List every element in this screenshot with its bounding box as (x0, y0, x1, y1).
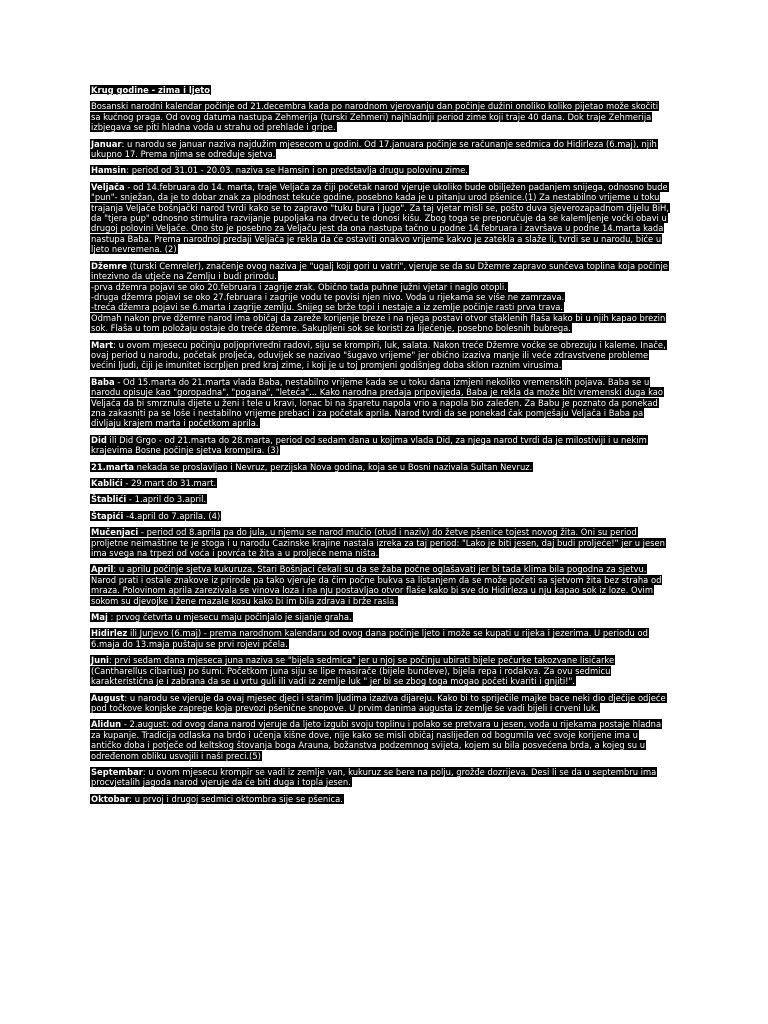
paragraph-highlight (90, 628, 649, 648)
paragraph-text: -druga džemra pojavi se oko 27.februara i zagrije vodu te povisi njen nivo. Voda u rijekama se više ne zamrzava. (91, 291, 565, 302)
paragraph-highlight (90, 719, 662, 760)
paragraph-text: : u prvoj i drugoj sedmici oktombra sije se pšenica. (129, 793, 343, 804)
paragraph-highlight (90, 478, 217, 488)
paragraph-text: -prva džemra pojavi se oko 20.februara i zagrije zrak. Obično tada puhne južni vjetar i naglo otopli. (91, 281, 507, 292)
paragraph (90, 693, 670, 714)
paragraph-term: Septembar (91, 766, 143, 777)
paragraph (90, 101, 670, 132)
paragraph-text: : prvi sedam dana mjeseca juna naziva se "bijela sedmica" jer u njoj se počinju ubirati bijele pečurke takozvane lisičarke (Cantharellus cibarius) po šumi. Početkom juna siju se lipe masirače (bijele bundeve), bijela repa i rodakva. Za ovu sedmicu karakteristična je i zabrana da se u vrtu guli ili vadi iz zemlje luk " jer bi se zbog toga mogao početi kvariti i gnjiti!". (91, 655, 615, 687)
paragraph-text: : u narodu se januar naziva najdužim mjesecom u godini. Od 17.januara počinje se računanje sedmica do Hidirleza (6.maj), njih ukupno 17. Prema njima se određuje sjetva. (91, 138, 657, 160)
document-title (90, 85, 670, 95)
paragraph-text: -treća džemra pojavi se 6.marta i zagrije zemlju. Snijeg se brže topi i nestaje a iz zemlje počinje rasti prva trava. (91, 302, 564, 313)
paragraph-text: : u ovom mjesecu počinju poljoprivredni radovi, siju se krompiri, luk, salata. Nakon treće Džemre voćke se obrezuju i kaleme. Inače, ovaj period u narodu, početak proljeća, oduvijek se nazivao "šugavo vrijeme" jer obično izaziva manje ili veće zdravstvene probleme većini ljudi, čiji je imunitet iscrpljen pred kraj zime, i koji je u toj promjeni godišnjeg doba sklon raznim virusima. (91, 339, 666, 371)
paragraph-text: : u aprilu počinje sjetva kukuruza. Stari Bošnjaci čekali su da se žaba počne oglašavati jer bi tada klima bila pogodna za sjetvu. Narod prati i ostale znakove iz prirode pa tako vjeruje da čim počne bukva sa listanjem da se može početi sa sjetvom žita bez straha od mraza. Polovinom aprila zarezivala se vinova loza i na nju postavljao otvor flaše kako bi sve do Hidirleza u nju kapao sok iz loze. Ovim sokom su djevojke i žene mazale kosu kako bi im bila zdrava i brže rasla. (91, 564, 662, 606)
paragraph-highlight (90, 794, 344, 804)
paragraph (90, 527, 670, 558)
paragraph-text: : prvog četvrta u mjesecu maju počinjalo je sijanje graha. (107, 612, 352, 623)
paragraph (90, 794, 670, 804)
paragraph-highlight (90, 655, 615, 686)
paragraph-list (90, 101, 670, 804)
paragraph-term: August (91, 692, 125, 703)
paragraph-term: Juni (91, 655, 109, 666)
paragraph-text: - 1.april do 3.april. (126, 494, 207, 505)
paragraph (90, 511, 670, 521)
paragraph-text: ili Did Grgo - od 21.marta do 28.marta, period od sedam dana u kojima vlada Did, za njega narod tvrdi da je milostiviji i u nekim krajevima Bosne počinje sjetva krompira. (3) (91, 434, 647, 456)
paragraph-term: Did (91, 434, 107, 445)
paragraph-highlight (90, 377, 664, 429)
paragraph-highlight (90, 494, 207, 504)
paragraph-highlight (90, 101, 659, 132)
paragraph-text: - Od 15.marta do 21.marta vlada Baba, nestabilno vrijeme kada se u toku dana izmjeni nekoliko vremenskih pojava. Baba se u narodu opisuje kao "goropadna", "pogana", "leteća"... Kako narodna predaja pripovijeda, Baba je rekla da može biti vremenski duga kao Veljača da bi smrznula dijete u ženi i tele u kravi, lonac bi na šparetu napola vrio a napola bio zaleđen. Za Babu je poznato da ponekad zna zakasniti pa se loše i nestabilno vrijeme prebaci i za početak aprila. Narod tvrdi da se ponekad čak pomješaju Veljača i Baba pa divljaju krajem marta i početkom aprila. (91, 376, 664, 429)
paragraph-term: Oktobar (91, 793, 130, 804)
paragraph-highlight (90, 767, 657, 787)
paragraph-text: -4.april do 7.aprila. (4) (123, 510, 221, 521)
paragraph-term: Džemre (91, 260, 128, 271)
paragraph (90, 435, 670, 456)
paragraph-term: Mučenjaci (91, 527, 139, 538)
document-body (90, 85, 670, 810)
paragraph-term: Alidun (91, 719, 122, 730)
paragraph-text: Bosanski narodni kalendar počinje od 21.decembra kada po narodnom vjerovanju dan počinje dužini onoliko koliko pijetao može skočiti sa kućnog praga. Od ovog datuma nastupa Zehmerija (turski Zehmeri) najhladniji period zime koji traje 40 dana. Dok traje Zehmerija izbjegava se piti hladna voda u strahu od prehlade i gripe. (91, 101, 659, 133)
paragraph (90, 165, 670, 175)
paragraph-term: Štapići (91, 510, 124, 521)
paragraph (90, 462, 670, 472)
paragraph-highlight (90, 182, 670, 254)
paragraph-text: - 29.mart do 31.mart. (122, 478, 217, 488)
paragraph-term: Hamsin (91, 165, 127, 176)
paragraph-highlight (90, 139, 658, 159)
paragraph-text: : u ovom mjesecu krompir se vadi iz zemlje van, kukuruz se bere na polju, grožđe dozrijeva. Desi li se da u septembru ima procvjetalih jagoda narod vjeruje da će biti duga i topla jesen. (91, 766, 657, 788)
paragraph-highlight (90, 462, 533, 472)
paragraph-text: (turski Cemreler), značenje ovog naziva je "ugalj koji gori u vatri", vjeruje se da su Džemre zapravo sunčeva toplina koja počinje intezivno da utječe na Zemlju i budi prirodu. (91, 260, 668, 282)
paragraph-text: - period od 8.aprila pa do jula, u njemu se narod mučio (otud i naziv) do žetve pšenice tojest novog žita. Oni su period proljetne neimaštine te je stoga i u narodu Cazinske krajine nastala izreka za taj period: "Lako je biti jesen, daj budi proljeće!" jer u jesen ima svega na trpezi od voća i povrća te žita a u proljeće nema ništa. (91, 527, 665, 559)
paragraph-term: Mart (91, 339, 114, 350)
paragraph-text: nekada se proslavljao i Nevruz, perzijska Nova godina, koja se u Bosni nazivala Sultan Nevruz. (134, 461, 533, 472)
paragraph-term: 21.marta (91, 461, 134, 472)
paragraph-highlight (90, 435, 648, 455)
paragraph-term: April (91, 564, 114, 575)
paragraph-text: - 2.august: od ovog dana narod vjeruje da ljeto izgubi svoju toplinu i polako se pretvara u jesen, voda u rijekama postaje hladna za kupanje. Tradicija odlaska na brdo i učenja kišne dove, nije kako se misli običaj naslijeđen od bogumila već svoje korijene ima u antičko doba i potječe od keltskog štovanja boga Arauna, božanstva podzemnog svijeta, kojem su bila posvećena brda, a kojeg su u određenom obliku usvojili i naši preci.(5) (91, 719, 662, 761)
paragraph-term: Januar (91, 138, 122, 149)
paragraph-term: Štablići (91, 494, 127, 505)
paragraph-highlight (90, 612, 353, 622)
paragraph-highlight (90, 261, 669, 333)
paragraph-highlight (90, 564, 662, 605)
paragraph-term: Veljača (91, 181, 125, 192)
paragraph-highlight (90, 511, 221, 521)
paragraph-term: Maj (91, 612, 108, 623)
paragraph-highlight (90, 693, 667, 713)
paragraph-term: Kablići (91, 478, 123, 488)
paragraph (90, 182, 670, 255)
paragraph (90, 494, 670, 504)
paragraph-text: : period od 31.01 - 20.03. naziva se Hamsin i on predstavlja drugu polovinu zime. (126, 165, 468, 176)
paragraph (90, 340, 670, 371)
paragraph (90, 628, 670, 649)
paragraph (90, 139, 670, 160)
paragraph-highlight (90, 527, 666, 558)
paragraph-text: : u narodu se vjeruje da ovaj mjesec djeci i starim ljudima izaziva dijareju. Kako bi to spriječile majke bace neki dio dječije odjeće pod točkove konjske zaprege koja prevozi pšenične snopove. U prvim danima augusta iz zemlje se vadi bijeli i crveni luk. (91, 692, 666, 713)
paragraph (90, 767, 670, 788)
paragraph (90, 719, 670, 761)
paragraph (90, 564, 670, 606)
paragraph (90, 612, 670, 622)
paragraph-text: Odmah nakon prve džemre narod ima običaj da zareže korijenje breze i na njega postavi otvor staklenih flaša kako bi u njih kapao brezin sok. Flaša u tom položaju ostaje do treće džemre. Sakupljeni sok se koristi za liječenje, posebno bolesnih bubrega. (91, 312, 666, 334)
paragraph (90, 377, 670, 429)
paragraph-text: ili Jurjevo (6.maj) - prema narodnom kalendaru od ovog dana počinje ljeto i može se kupati u rijeka i jezerima. U periodu od 6.maja do 13.maja puštaju se prvi rojevi pčela. (91, 628, 648, 649)
paragraph (90, 655, 670, 686)
paragraph-highlight (90, 165, 469, 175)
paragraph-term: Hidirlez (91, 628, 128, 639)
paragraph-text: - od 14.februara do 14. marta, traje Veljača za čiji početak narod vjeruje ukoliko bude obilježen padanjem snijega, odnosno bude "pun"- snježan, da je to dobar znak za plodnost tekuće godine, posebno kada je u pitanju urod pšenice.(1) Za nestabilno vrijeme u toku trajanja Veljače bošnjački narod tvrdi kako se to zapravo "tuku bura i jugo". Za taj vjetar misli se, pošto duva sjeverozapadnom dijelu BiH, da "tjera pup" odnosno stimulira razvijanje pupoljaka na drveću te donosi kišu. Zbog toga se preporučuje da se kalemljenje voćki obavi u drugoj polovini Veljače. Ono što je posebno za Veljaču jest da ona nastupa tačno u podne 14.februara i završava u podne 14.marta kada nastupa Baba. Prema narodnoj predaji Veljača je rekla da će ostaviti onakvo vrijeme kakvo je zatekla a slaže li, tvrdi se u narodu, biće u ljeto nevremena. (2) (91, 181, 670, 255)
paragraph (90, 478, 670, 488)
paragraph-highlight (90, 340, 667, 371)
paragraph (90, 261, 670, 334)
document-title-text: Krug godine - zima i ljeto (91, 85, 211, 95)
paragraph-term: Baba (91, 376, 115, 387)
